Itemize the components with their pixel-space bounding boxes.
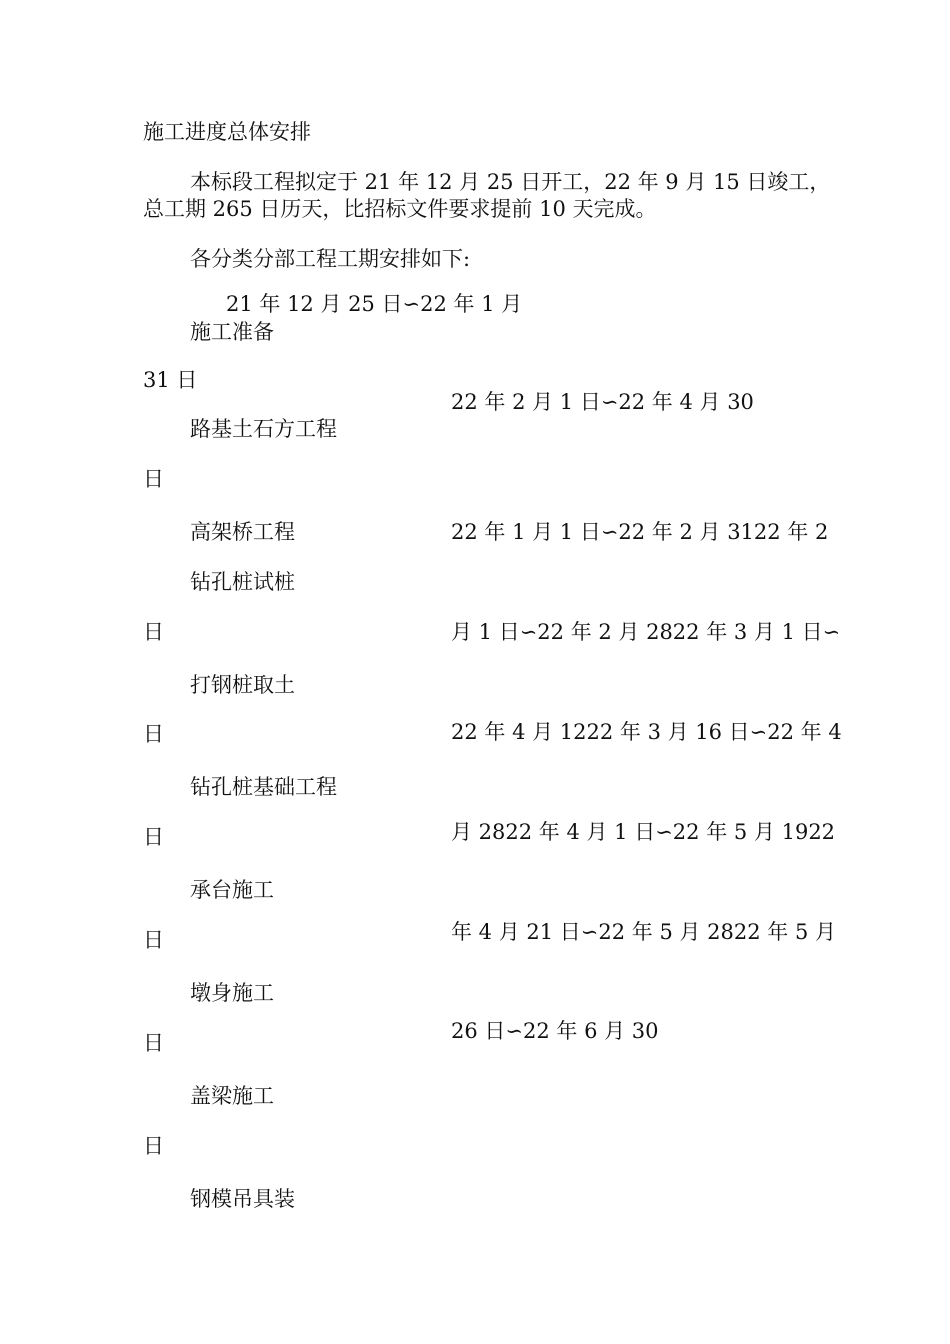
- item-earthwork: 路基土石方工程: [190, 417, 337, 441]
- item-cut-off: 钢模吊具装: [190, 1187, 295, 1211]
- day-marker: 日: [143, 722, 164, 746]
- item-viaduct: 高架桥工程: [190, 520, 295, 544]
- item-test-pile: 钻孔桩试桩: [190, 570, 295, 594]
- right-column-line: 月 2822 年 4 月 1 日∽22 年 5 月 1922: [451, 820, 836, 844]
- right-column-line: 26 日∽22 年 6 月 30: [451, 1019, 659, 1043]
- day-marker: 日: [143, 1031, 164, 1055]
- right-column-line: 22 年 4 月 1222 年 3 月 16 日∽22 年 4: [451, 720, 842, 744]
- day-marker: 日: [143, 467, 164, 491]
- right-column-line: 22 年 1 月 1 日∽22 年 2 月 3122 年 2: [451, 520, 829, 544]
- document-heading: 施工进度总体安排: [143, 120, 311, 144]
- day-marker: 日: [143, 928, 164, 952]
- intro-line-2: 总工期 265 日历天，比招标文件要求提前 10 天完成。: [143, 197, 657, 221]
- item-pier-body: 墩身施工: [190, 981, 274, 1005]
- cut-off-line: [190, 1186, 330, 1211]
- day-marker: 日: [143, 620, 164, 644]
- item-pile-cap: 承台施工: [190, 878, 274, 902]
- schedule-intro: 各分类分部工程工期安排如下:: [190, 247, 471, 271]
- prep-date-line-1: 21 年 12 月 25 日∽22 年 1 月: [226, 292, 523, 316]
- item-pile-foundation: 钻孔桩基础工程: [190, 775, 337, 799]
- intro-line-1: 本标段工程拟定于 21 年 12 月 25 日开工，22 年 9 月 15 日竣工，: [190, 170, 831, 194]
- day-marker: 日: [143, 1134, 164, 1158]
- right-column-line: 月 1 日∽22 年 2 月 2822 年 3 月 1 日∽: [451, 620, 841, 644]
- prep-date-line-2: 31 日: [143, 368, 198, 392]
- right-column-line: 年 4 月 21 日∽22 年 5 月 2822 年 5 月: [451, 920, 836, 944]
- item-steel-pile: 打钢桩取土: [190, 673, 295, 697]
- item-cap-beam: 盖梁施工: [190, 1084, 274, 1108]
- right-column-line: 22 年 2 月 1 日∽22 年 4 月 30: [451, 390, 754, 414]
- day-marker: 日: [143, 825, 164, 849]
- item-site-preparation: 施工准备: [190, 320, 274, 344]
